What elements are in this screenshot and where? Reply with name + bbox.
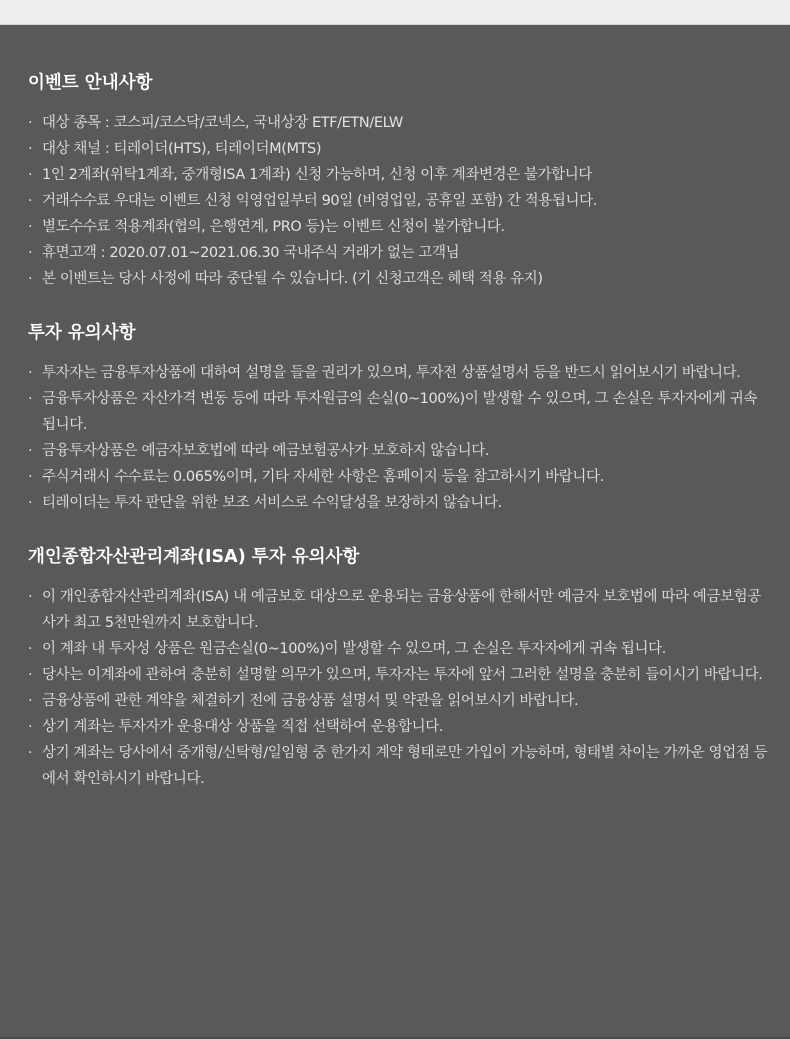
list-item: · 거래수수료 우대는 이벤트 신청 익영업일부터 90일 (비영업일, 공휴일 포함) 간 적용됩니다. <box>28 188 770 214</box>
list-item: · 1인 2계좌(위탁1계좌, 중개형ISA 1계좌) 신청 가능하며, 신청 이후 계좌변경은 불가합니다 <box>28 162 770 188</box>
list-item: · 투자자는 금융투자상품에 대하여 설명을 들을 권리가 있으며, 투자전 상품설명서 등을 반드시 읽어보시기 바랍니다. <box>28 360 770 386</box>
list-item: · 티레이더는 투자 판단을 위한 보조 서비스로 수익달성을 보장하지 않습니다. <box>28 490 770 516</box>
section-title: 투자 유의사항 <box>28 323 136 343</box>
notice-list <box>28 110 770 292</box>
list-item: · 별도수수료 적용계좌(협의, 은행연계, PRO 등)는 이벤트 신청이 불가합니다. <box>28 214 770 240</box>
top-strip <box>0 0 790 25</box>
list-item: · 금융상품에 관한 계약을 체결하기 전에 금융상품 설명서 및 약관을 읽어보시기 바랍니다. <box>28 688 770 714</box>
list-item: · 상기 계좌는 당사에서 중개형/신탁형/일임형 중 한가지 계약 형태로만 가입이 가능하며, 형태별 차이는 가까운 영업점 등에서 확인하시기 바랍니다. <box>28 740 770 792</box>
list-item: · 이 개인종합자산관리계좌(ISA) 내 예금보호 대상으로 운용되는 금융상품에 한해서만 예금자 보호법에 따라 예금보험공사가 최고 5천만원까지 보호합니다. <box>28 584 770 636</box>
list-item: · 주식거래시 수수료는 0.065%이며, 기타 자세한 사항은 홈페이지 등을 참고하시기 바랍니다. <box>28 464 770 490</box>
list-item: · 대상 종목 : 코스피/코스닥/코넥스, 국내상장 ETF/ETN/ELW <box>28 110 770 136</box>
list-item: · 당사는 이계좌에 관하여 충분히 설명할 의무가 있으며, 투자자는 투자에 앞서 그러한 설명을 충분히 들이시기 바랍니다. <box>28 662 770 688</box>
section-title: 이벤트 안내사항 <box>28 73 153 93</box>
isa-caution-section <box>28 544 770 792</box>
notice-content <box>0 25 790 792</box>
notice-list <box>28 584 770 792</box>
list-item: · 본 이벤트는 당사 사정에 따라 중단될 수 있습니다. (기 신청고객은 혜택 적용 유지) <box>28 266 770 292</box>
investment-caution-section <box>28 320 770 516</box>
list-item: · 휴면고객 : 2020.07.01~2021.06.30 국내주식 거래가 없는 고객님 <box>28 240 770 266</box>
notice-list <box>28 360 770 516</box>
list-item: · 상기 계좌는 투자자가 운용대상 상품을 직접 선택하여 운용합니다. <box>28 714 770 740</box>
event-notice-section <box>28 70 770 292</box>
section-title: 개인종합자산관리계좌(ISA) 투자 유의사항 <box>28 547 360 567</box>
list-item: · 대상 채널 : 티레이더(HTS), 티레이더M(MTS) <box>28 136 770 162</box>
list-item: · 금융투자상품은 자산가격 변동 등에 따라 투자원금의 손실(0~100%)이 발생할 수 있으며, 그 손실은 투자자에게 귀속됩니다. <box>28 386 770 438</box>
list-item: · 금융투자상품은 예금자보호법에 따라 예금보험공사가 보호하지 않습니다. <box>28 438 770 464</box>
list-item: · 이 계좌 내 투자성 상품은 원금손실(0~100%)이 발생할 수 있으며, 그 손실은 투자자에게 귀속 됩니다. <box>28 636 770 662</box>
